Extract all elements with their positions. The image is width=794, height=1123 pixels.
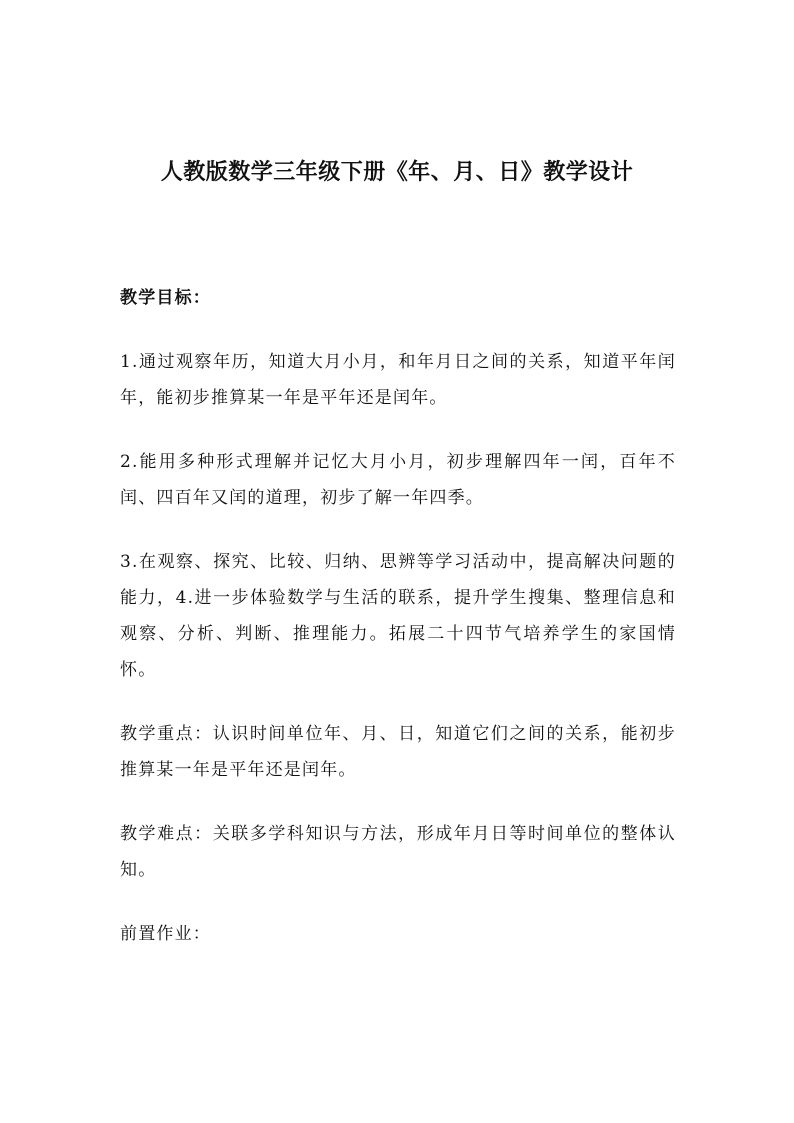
section-heading-pre-homework: 前置作业：: [120, 924, 211, 944]
goal-item-2: 2.能用多种形式理解并记忆大月小月，初步理解四年一闰，百年不闰、四百年又闰的道理，初步了解一年四季。: [120, 452, 676, 508]
document-title: 人教版数学三年级下册《年、月、日》教学设计: [160, 160, 634, 185]
section-heading-teaching-goals: 教学目标：: [120, 288, 211, 308]
teaching-difficulties: 教学难点：关联多学科知识与方法，形成年月日等时间单位的整体认知。: [120, 824, 676, 880]
document-body: [120, 280, 676, 980]
goal-item-1: 1.通过观察年历，知道大月小月，和年月日之间的关系，知道平年闰年，能初步推算某一年是平年还是闰年。: [120, 352, 676, 408]
goal-item-3: 3.在观察、探究、比较、归纳、思辨等学习活动中，提高解决问题的能力，4.进一步体验数学与生活的联系，提升学生搜集、整理信息和观察、分析、判断、推理能力。拓展二十四节气培养学生的家国情怀。: [120, 552, 676, 680]
teaching-key-points: 教学重点：认识时间单位年、月、日，知道它们之间的关系，能初步推算某一年是平年还是闰年。: [120, 724, 676, 780]
